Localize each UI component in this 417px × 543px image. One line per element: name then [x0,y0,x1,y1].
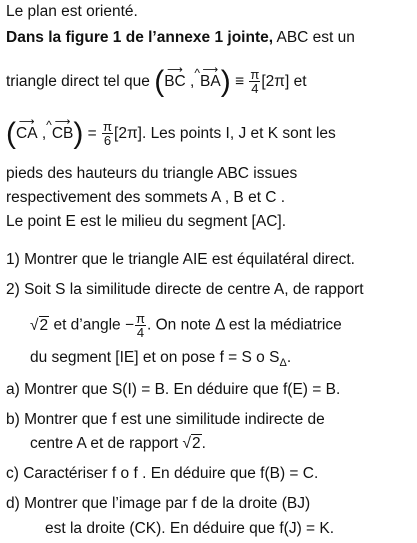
annex-rest: ABC est un [273,29,355,46]
congruent-sign: ≡ [230,73,249,90]
period: . [201,435,206,452]
vector-ca: ⟶ CA [16,116,38,142]
paren-close: ) [220,64,231,98]
vector-cb: ⟶ CB [51,116,74,142]
points-text: . Les points I, J et K sont les [141,125,336,142]
annex-reference: Dans la figure 1 de l’annexe 1 jointe, [6,29,274,46]
intro-line: Le plan est orienté. [6,3,138,20]
modulo-2pi: [2π] [114,125,142,142]
hat-symbol: ^ [46,118,52,132]
midpoint-line: Le point E est le milieu du segment [AC]. [6,213,287,230]
mediatrice-text: . On note Δ est la médiatrice [147,316,342,334]
question-b-line-1: b) Montrer que f est une similitude indirecte de [6,411,325,428]
paren-close: ) [73,116,84,150]
et-word: et [289,73,307,90]
modulo-2pi: [2π] [261,73,290,90]
altitude-feet-line: pieds des hauteurs du triangle ABC issues [6,165,298,182]
delta-subscript: Δ [279,357,287,370]
comma: , [185,73,195,90]
question-1: 1) Montrer que le triangle AIE est équilatéral direct. [6,251,355,268]
question-2-line-3 [30,348,291,373]
question-c: c) Caractériser f o f . En déduire que f(B) = C. [6,465,319,482]
f-definition: du segment [IE] et on pose f = S o S [30,349,280,366]
center-ratio-text: centre A et de rapport [30,435,183,452]
angle-text: et d’angle − [49,316,135,334]
period: . [286,349,292,366]
vertices-line: respectivement des sommets A , B et C . [6,189,286,206]
equals-sign: = [83,125,102,142]
question-d-line-1: d) Montrer que l’image par f de la droite (BJ) [6,495,311,512]
annex-line [6,28,355,48]
fraction-pi-6: $\frac{\pi}{6}$ [103,119,113,149]
hat-symbol: ^ [194,66,201,80]
paren-open: ( [154,64,165,98]
question-b-line-2 [30,434,206,454]
question-d-line-2: est la droite (CK). En déduire que f(J) = K. [45,520,335,537]
sqrt-2-ratio: √2 [182,435,201,452]
fraction-pi-4: $\frac{\pi}{4}$ [250,67,260,97]
sqrt-2: √2 [30,316,49,334]
angle-bc-ba-line [6,64,307,98]
paren-open: ( [6,116,16,150]
question-2-line-2 [30,312,342,339]
fraction-pi-4-angle: $\frac{\pi}{4}$ [136,311,146,340]
vector-bc: ⟶ BC [164,64,186,90]
question-2-line-1: 2) Soit S la similitude directe de centre A, de rapport [6,281,364,298]
question-a: a) Montrer que S(I) = B. En déduire que f(E) = B. [6,381,341,398]
vector-ba: ⟶ BA [200,64,221,90]
triangle-direct-text: triangle direct tel que [6,73,155,90]
angle-ca-cb-line [6,116,336,150]
comma: , [37,125,47,142]
